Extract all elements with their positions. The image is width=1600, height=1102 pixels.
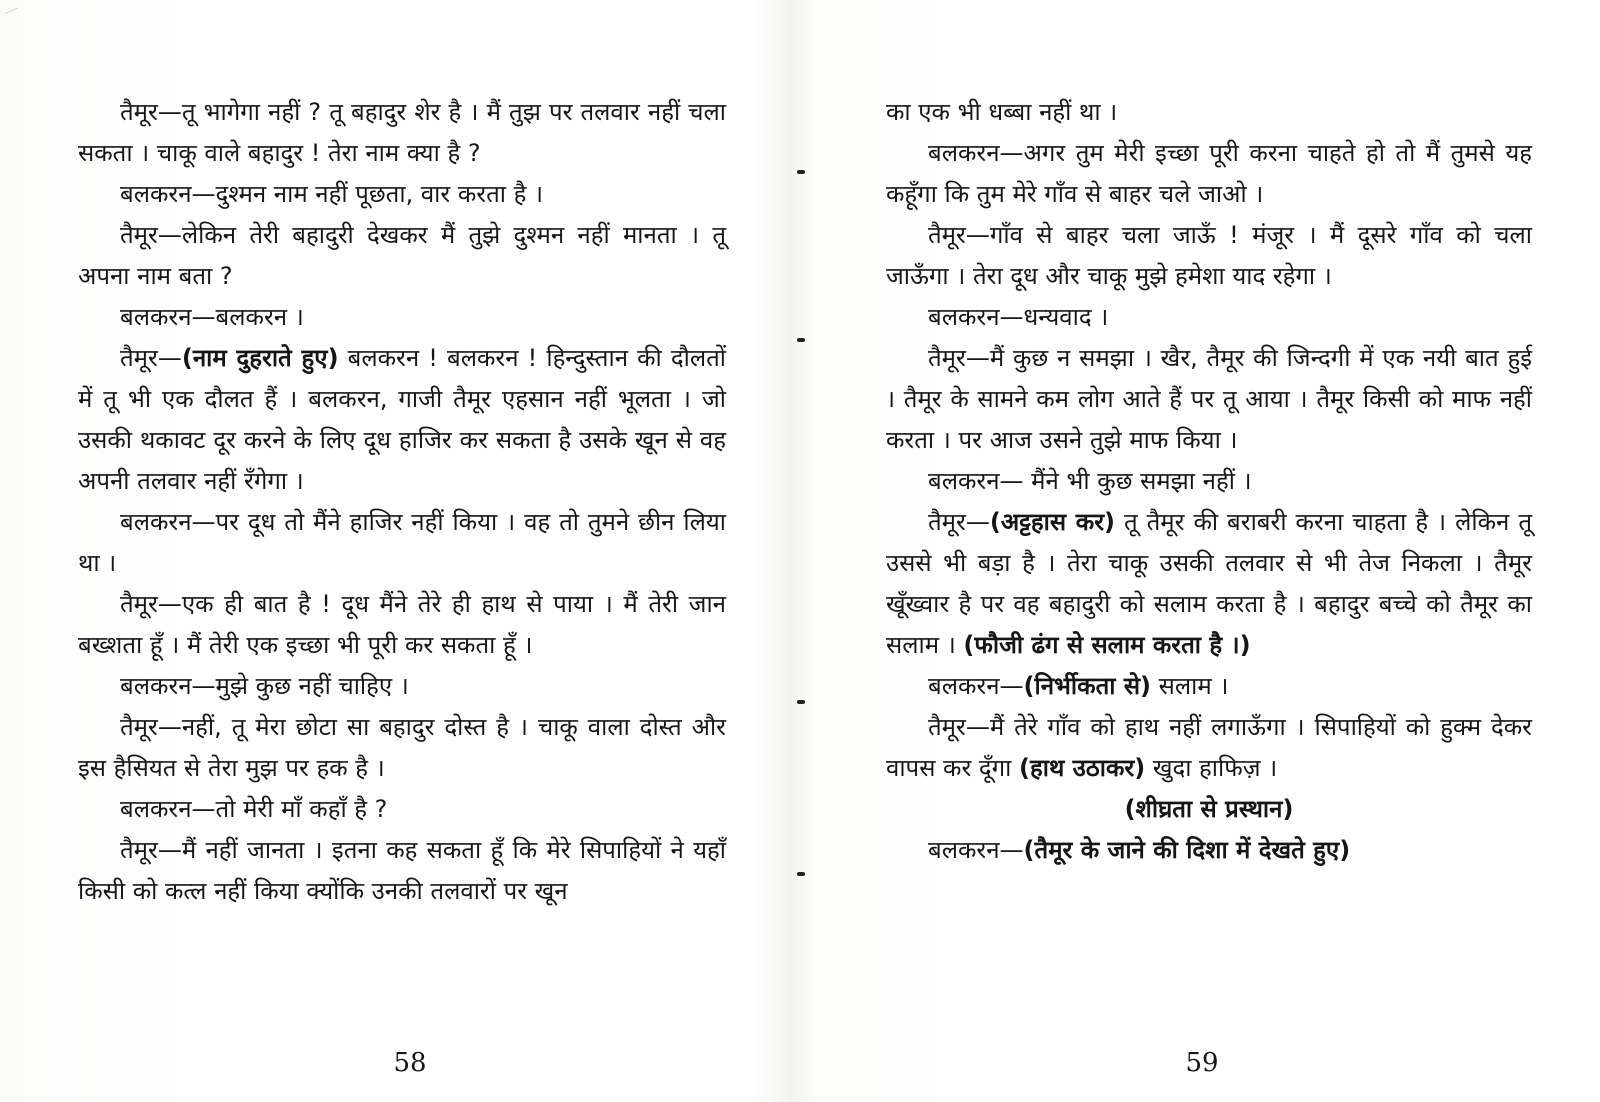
dialogue-text: सलाम ।: [1151, 672, 1229, 700]
right-page-text: [886, 92, 1532, 871]
dialogue-text: मैंने भी कुछ समझा नहीं ।: [1023, 467, 1252, 495]
dialogue-text: लेकिन तेरी बहादुरी देखकर मैं तुझे दुश्मन नहीं मानता । तू अपना नाम बता ?: [78, 221, 726, 290]
speaker-name: बलकरन—: [928, 672, 1024, 700]
speaker-name: बलकरन—: [928, 836, 1024, 864]
page-number: 59: [1185, 1048, 1219, 1078]
dialogue-paragraph: [886, 215, 1532, 297]
speaker-name: तैमूर—: [928, 713, 990, 741]
speaker-name: तैमूर—: [928, 508, 990, 536]
right-page: [800, 0, 1600, 1102]
dialogue-text: बलकरन ! बलकरन ! हिन्दुस्तान की दौलतों में तू भी एक दौलत हैं । बलकरन, गाजी तैमूर एहसान नहीं भूलता । जो उसकी थकावट दूर करने के लिए दूध हाजिर कर सकता है उसके खून से वह अपनी तलवार नहीं रँगेगा ।: [78, 344, 726, 495]
dialogue-text: धन्यवाद ।: [1023, 303, 1109, 331]
speaker-name: बलकरन—: [928, 303, 1024, 331]
dialogue-paragraph: [78, 174, 726, 215]
dialogue-paragraph: [78, 92, 726, 174]
stage-direction: (हाथ उठाकर): [1019, 754, 1146, 782]
speaker-name: बलकरन—: [120, 672, 216, 700]
dialogue-paragraph: [886, 461, 1532, 502]
dialogue-paragraph: [886, 666, 1532, 707]
dialogue-paragraph: [78, 215, 726, 297]
speaker-name: बलकरन—: [120, 303, 216, 331]
stage-direction: (अट्टहास कर): [989, 508, 1115, 536]
speaker-name: तैमूर—: [120, 713, 182, 741]
dialogue-text: अगर तुम मेरी इच्छा पूरी करना चाहते हो तो मैं तुमसे यह कहूँगा कि तुम मेरे गाँव से बाहर चले जाओ ।: [886, 139, 1532, 208]
dialogue-paragraph: [886, 338, 1532, 461]
dialogue-text: खुदा हाफिज़ ।: [1145, 754, 1278, 782]
dialogue-text: मैं नहीं जानता । इतना कह सकता हूँ कि मेरे सिपाहियों ने यहाँ किसी को कत्ल नहीं किया क्योंकि उनकी तलवारों पर खून: [78, 836, 726, 905]
speaker-name: बलकरन—: [120, 508, 216, 536]
stage-direction: (फौजी ढंग से सलाम करता है ।): [963, 631, 1251, 659]
dialogue-text: गाँव से बाहर चला जाऊँ ! मंजूर । मैं दूसरे गाँव को चला जाऊँगा । तेरा दूध और चाकू मुझे हमेशा याद रहेगा ।: [886, 221, 1532, 290]
dialogue-text: पर दूध तो मैंने हाजिर नहीं किया । वह तो तुमने छीन लिया था ।: [78, 508, 726, 577]
dialogue-text: मैं तेरे गाँव को हाथ नहीं लगाऊँगा । सिपाहियों को हुक्म देकर वापस कर दूँगा: [886, 713, 1532, 782]
dialogue-paragraph: [78, 707, 726, 789]
speaker-name: तैमूर—: [928, 344, 990, 372]
speaker-name: तैमूर—: [120, 836, 182, 864]
left-page-text: [78, 92, 726, 912]
stage-direction-centered: (शीघ्रता से प्रस्थान): [1124, 795, 1294, 823]
stage-direction: (निर्भीकता से): [1023, 672, 1152, 700]
dialogue-paragraph: [886, 830, 1532, 871]
page-number: 58: [393, 1048, 427, 1078]
dialogue-text: मुझे कुछ नहीं चाहिए ।: [215, 672, 409, 700]
dialogue-paragraph: [78, 297, 726, 338]
speaker-name: बलकरन—: [928, 467, 1024, 495]
speaker-name: बलकरन—: [928, 139, 1024, 167]
speaker-name: तैमूर—: [120, 221, 182, 249]
dialogue-paragraph: [886, 707, 1532, 789]
speaker-name: तैमूर—: [120, 590, 182, 618]
dialogue-text: नहीं, तू मेरा छोटा सा बहादुर दोस्त है । चाकू वाला दोस्त और इस हैसियत से तेरा मुझ पर हक है ।: [78, 713, 726, 782]
dialogue-paragraph: [78, 502, 726, 584]
speaker-name: बलकरन—: [120, 795, 216, 823]
dialogue-paragraph: [78, 584, 726, 666]
dialogue-paragraph: [886, 297, 1532, 338]
dialogue-paragraph: [78, 830, 726, 912]
dialogue-paragraph: [78, 666, 726, 707]
dialogue-text: तू तैमूर की बराबरी करना चाहता है । लेकिन तू उससे भी बड़ा है । तेरा चाकू उसकी तलवार से भी तेज निकला । तैमूर खूँख्वार है पर वह बहादुरी को सलाम करता है । बहादुर बच्चे को तैमूर का सलाम ।: [886, 508, 1532, 659]
speaker-name: तैमूर—: [120, 98, 182, 126]
continuation-line: का एक भी धब्बा नहीं था ।: [886, 98, 1118, 126]
dialogue-text: तू भागेगा नहीं ? तू बहादुर शेर है । मैं तुझ पर तलवार नहीं चला सकता । चाकू वाले बहादुर ! तेरा नाम क्या है ?: [78, 98, 726, 167]
stage-direction: (नाम दुहराते हुए): [181, 344, 339, 372]
dialogue-text: एक ही बात है ! दूध मैंने तेरे ही हाथ से पाया । मैं तेरी जान बख्शता हूँ । मैं तेरी एक इच्छा भी पूरी कर सकता हूँ ।: [78, 590, 726, 659]
speaker-name: तैमूर—: [928, 221, 990, 249]
dialogue-text: दुश्मन नाम नहीं पूछता, वार करता है ।: [215, 180, 544, 208]
dialogue-text: मैं कुछ न समझा । खैर, तैमूर की जिन्दगी में एक नयी बात हुई । तैमूर के सामने कम लोग आते हैं पर तू आया । तैमूर किसी को माफ नहीं करता । पर आज उसने तुझे माफ किया ।: [886, 344, 1532, 454]
dialogue-paragraph: [78, 789, 726, 830]
dialogue-paragraph: [886, 502, 1532, 666]
dialogue-paragraph: [78, 338, 726, 502]
speaker-name: तैमूर—: [120, 344, 182, 372]
dialogue-text: बलकरन ।: [215, 303, 304, 331]
stage-direction: (तैमूर के जाने की दिशा में देखते हुए): [1023, 836, 1351, 864]
dialogue-paragraph: [886, 133, 1532, 215]
speaker-name: बलकरन—: [120, 180, 216, 208]
dialogue-text: तो मेरी माँ कहाँ है ?: [215, 795, 388, 823]
